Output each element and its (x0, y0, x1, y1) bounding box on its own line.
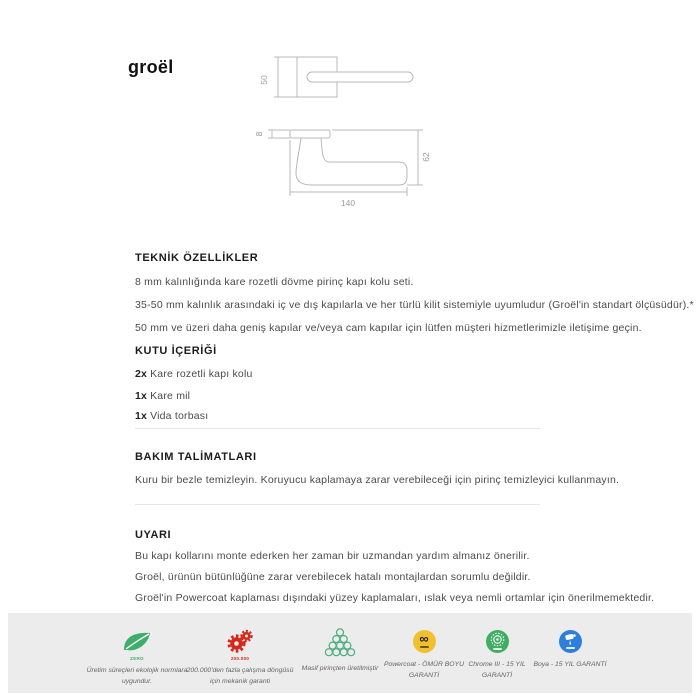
badge-eco (82, 627, 192, 687)
section-divider (135, 428, 540, 429)
leaf-icon (122, 631, 152, 652)
dimension-label-rosette-thickness: 8 (254, 131, 264, 137)
badge-caption: 200.000'den fazla çalışma döngüsü için mekanik garanti (186, 667, 294, 685)
warning-paragraph: Groël, ürünün bütünlüğüne zarar verebilecek hatalı montajlardan sorumlu değildir. (135, 571, 531, 583)
infinity-symbol: ∞ (419, 631, 429, 647)
brand-logo: groël (128, 57, 174, 77)
badge-caption: Powercoat - ÖMÜR BOYU GARANTİ (383, 661, 465, 679)
brass-pyramid-icon (324, 628, 356, 658)
gears-icon (226, 629, 254, 653)
box-item (135, 390, 190, 402)
side-view (254, 130, 431, 208)
rosette-side (290, 130, 330, 138)
certification-footer (8, 613, 692, 693)
care-paragraph: Kuru bir bezle temizleyin. Koruyucu kaplamaya zarar verebileceği için pirinç temizleyici kullanmayın. (135, 474, 620, 486)
badge-caption: Masif pirinçten üretilmiştir (301, 665, 379, 672)
handle-profile (296, 138, 407, 185)
leaf-icon-label: ZERO (130, 656, 144, 661)
technical-paragraph: 35-50 mm kalınlık arasındaki iç ve dış kapılarla ve her türlü kilit sistemiyle uyumludur (Groël'in standart ölçüsüdür).* (135, 299, 694, 311)
badge-paint-warranty (527, 627, 613, 671)
box-item-label: Kare mil (150, 390, 191, 402)
dimension-label-handle-height: 62 (421, 152, 431, 162)
dimension-label-rosette-size: 50 (259, 75, 269, 85)
warning-paragraph: Bu kapı kollarını monte ederken her zaman bir uzmandan yardım almanız önerilir. (135, 550, 530, 562)
badge-mini-text (493, 648, 502, 650)
section-title-technical: TEKNİK ÖZELLİKLER (135, 252, 259, 264)
chrome-badge-icon (486, 630, 509, 653)
box-item-qty: 1x (135, 410, 148, 422)
top-view (259, 57, 413, 97)
badge-mechanical-warranty (182, 627, 298, 687)
box-item-qty: 2x (135, 368, 148, 380)
badge-caption: Boya - 15 YIL GARANTİ (533, 661, 607, 668)
section-title-care: BAKIM TALİMATLARI (135, 451, 257, 463)
section-divider (135, 504, 540, 505)
lever-plan (307, 72, 413, 82)
badge-mini-text (420, 646, 429, 648)
technical-paragraph: 8 mm kalınlığında kare rozetli dövme pirinç kapı kolu seti. (135, 276, 414, 288)
badge-mini-text (566, 647, 575, 649)
dimension-label-handle-length: 140 (340, 198, 356, 208)
box-item-label: Vida torbası (150, 410, 209, 422)
gears-icon-label: 200.000 (230, 656, 250, 661)
box-item (135, 410, 208, 422)
box-item-label: Kare rozetli kapı kolu (150, 368, 253, 380)
badge-caption: Chrome III - 15 YIL GARANTİ (468, 661, 526, 679)
door-handle-technical-drawing (253, 36, 448, 214)
section-title-warning: UYARI (135, 529, 172, 541)
section-title-box-contents: KUTU İÇERİĞİ (135, 345, 217, 357)
badge-solid-brass (295, 627, 385, 675)
box-item (135, 368, 253, 380)
technical-paragraph: 50 mm ve üzeri daha geniş kapılar ve/veya cam kapılar için lütfen müşteri hizmetlerimizle iletişime geçin. (135, 322, 642, 334)
box-item-qty: 1x (135, 390, 148, 402)
paint-badge-icon (559, 630, 582, 653)
infinity-badge-icon (413, 630, 436, 653)
badge-caption: Üretim süreçleri ekolojik normlara uygundur. (86, 667, 188, 685)
warning-paragraph: Groël'in Powercoat kaplaması dışındaki yüzey kaplamaları, ıslak veya nemli ortamlar için önerilmemektedir. (135, 592, 655, 604)
